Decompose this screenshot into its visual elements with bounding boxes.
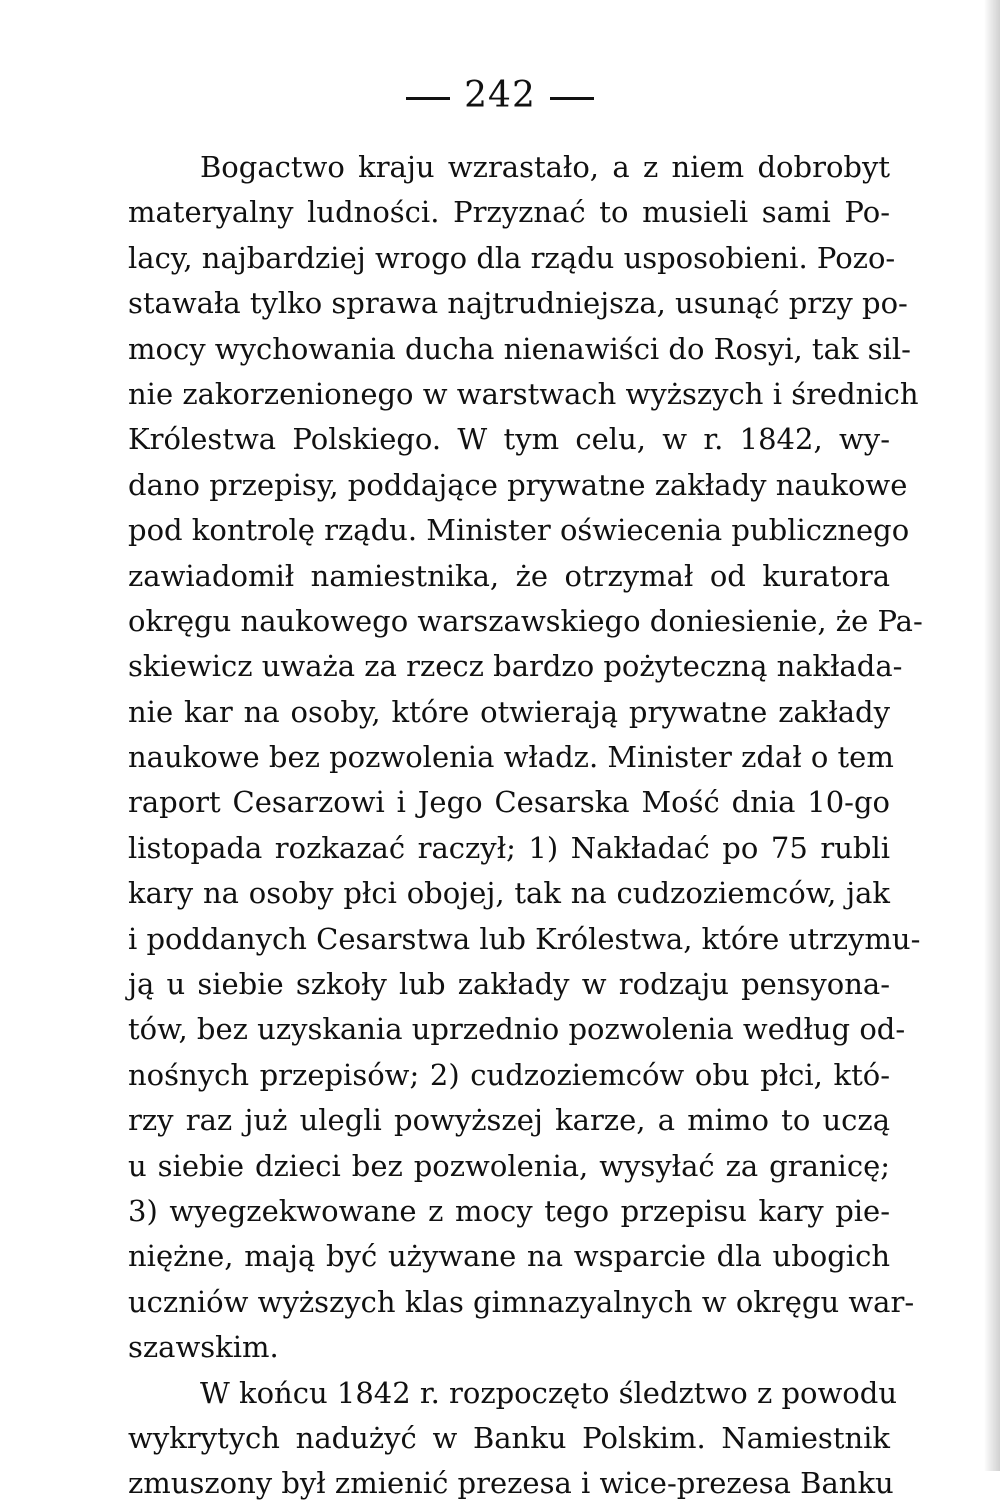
page-edge-shadow [984,0,1000,1471]
text-line: wykrytych nadużyć w Banku Polskim. Namiestnik [128,1420,890,1455]
text-line: Królestwa Polskiego. W tym celu, w r. 1842, wy- [128,422,890,457]
page-number: 242 [464,75,536,116]
text-line: dano przepisy, poddające prywatne zakłady naukowe [128,467,908,502]
text-line: lacy, najbardziej wrogo dla rządu usposobieni. Pozo- [128,240,896,275]
text-line: rzy raz już ulegli powyższej karze, a mimo to uczą [128,1103,890,1138]
text-line: raport Cesarzowi i Jego Cesarska Mość dnia 10-go [128,785,890,820]
text-line: szawskim. [128,1330,279,1365]
text-line: zawiadomił namiestnika, że otrzymał od kuratora [128,558,890,593]
text-line: u siebie dzieci bez pozwolenia, wysyłać za granicę; [128,1148,890,1183]
paragraph-2 [128,1371,898,1507]
text-line: nie kar na osoby, które otwierają prywatne zakłady [128,694,890,729]
text-line: nie zakorzenionego w warstwach wyższych i średnich [128,376,919,411]
text-line: materyalny ludności. Przyznać to musieli sami Po- [128,195,890,230]
paragraph-1 [128,145,923,1371]
text-line: okręgu naukowego warszawskiego doniesienie, że Pa- [128,603,923,638]
text-line: skiewicz uważa za rzecz bardzo pożyteczną nakłada- [128,649,903,684]
text-line: zmuszony był zmienić prezesa i wice-prezesa Banku [128,1466,894,1501]
text-line: mocy wychowania ducha nienawiści do Rosyi, tak sil- [128,331,911,366]
text-line: naukowe bez pozwolenia władz. Minister zdał o tem [128,740,894,775]
text-line: tów, bez uzyskania uprzednio pozwolenia według od- [128,1012,906,1047]
text-line: i poddanych Cesarstwa lub Królestwa, które utrzymu- [128,921,921,956]
page-number-header [0,72,1000,120]
text-line: uczniów wyższych klas gimnazyalnych w okręgu war- [128,1284,915,1319]
text-line: nośnych przepisów; 2) cudzoziemców obu płci, któ- [128,1057,890,1092]
text-line: pod kontrolę rządu. Minister oświecenia publicznego [128,513,910,548]
text-line: niężne, mają być używane na wsparcie dla ubogich [128,1239,890,1274]
text-line: stawała tylko sprawa najtrudniejsza, usunąć przy po- [128,286,908,321]
text-line: listopada rozkazać raczył; 1) Nakładać po 75 rubli [128,830,890,865]
page-number-dash-left [406,97,450,100]
body-text [128,145,923,1507]
text-line: kary na osoby płci obojej, tak na cudzoziemców, jak [128,876,890,911]
text-line: 3) wyegzekwowane z mocy tego przepisu kary pie- [128,1193,890,1228]
text-line: ją u siebie szkoły lub zakłady w rodzaju pensyona- [128,967,890,1002]
page-number-dash-right [550,97,594,100]
text-line: W końcu 1842 r. rozpoczęto śledztwo z powodu [200,1375,898,1410]
text-line: Bogactwo kraju wzrastało, a z niem dobrobyt [200,150,890,184]
